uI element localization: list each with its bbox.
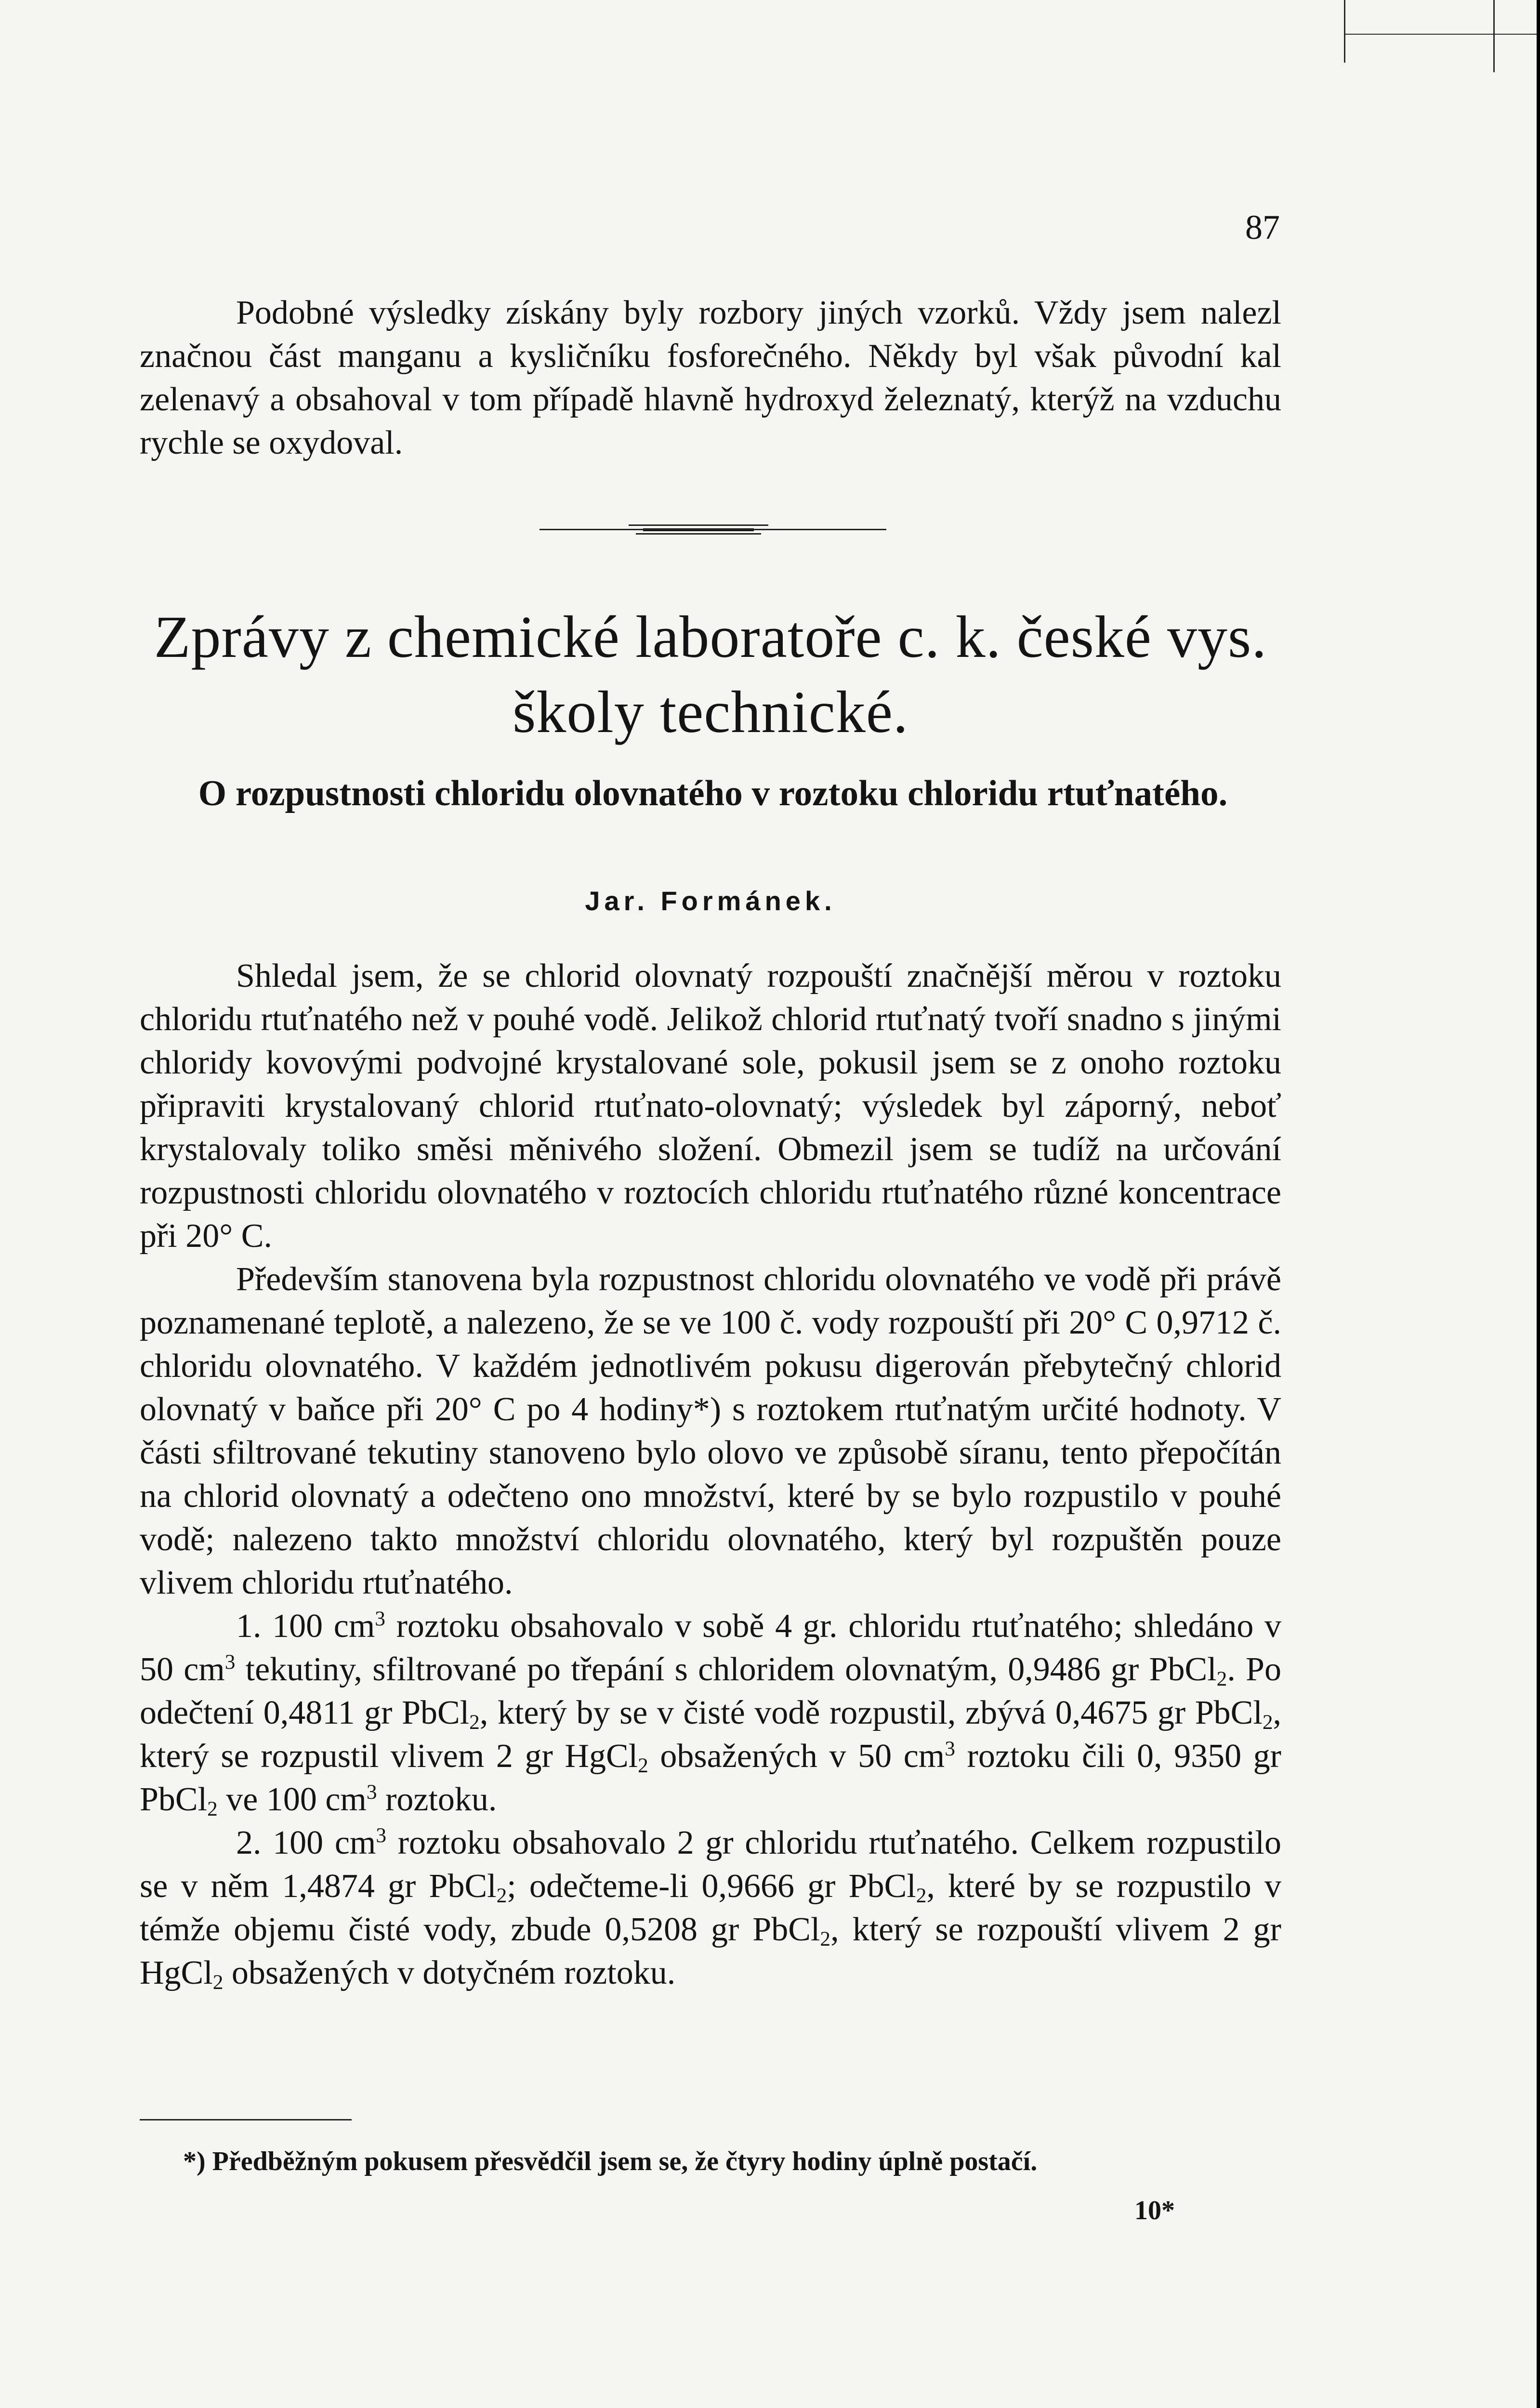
intro-block [140,291,1281,465]
experiment-2-paragraph: 2. 100 $cm^3$ roztoku obsahovalo 2 gr chloridu rtuťnatého. Celkem rozpustilo se v něm 1,4874 gr PbCl$_2$; odečteme-li 0,9666 gr PbCl$_2$, které by se rozpustilo v témže objemu čisté vody, zbude 0,5208 gr PbCl$_2$, který se rozpouští vlivem 2 gr HgCl$_2$ obsažených v dotyčném roztoku. [140,1824,1281,1994]
footnote: *) Předběžným pokusem přesvědčil jsem se, že čtyry hodiny úplně postačí. [183,2146,1038,2176]
signature-mark: 10* [1134,2196,1175,2225]
author-name: Jar. Formánek. [585,886,836,916]
scan-edge-mark [1493,0,1495,72]
intro-paragraph: Podobné výsledky získány byly rozbory jiných vzorků. Vždy jsem nalezl značnou část manganu a kysličníku fosforečného. Někdy byl však původní kal zelenavý a obsahoval v tom případě hlavně hydroxyd železnatý, kterýž na vzduchu rychle se oxydoval. [140,294,1281,461]
body-paragraph: Především stanovena byla rozpustnost chloridu olovnatého ve vodě při právě poznamenané teplotě, a nalezeno, že se ve 100 č. vody rozpouští při 20° C 0,9712 č. chloridu olovnatého. V každém jednotlivém pokusu digerován přebytečný chlorid olovnatý v baňce při 20° C po 4 hodiny*) s roztokem rtuťnatým určité hodnoty. V části sfiltrované tekutiny stanoveno bylo olovo ve způsobě síranu, tento přepočítán na chlorid olovnatý a odečteno ono množství, které by se bylo rozpustilo v pouhé vodě; nalezeno takto množství chloridu olovnatého, který byl rozpuštěn pouze vlivem chloridu rtuťnatého. [140,1261,1281,1601]
body-paragraph: Shledal jsem, že se chlorid olovnatý rozpouští značnější měrou v roztoku chloridu rtuťnatého než v pouhé vodě. Jelikož chlorid rtuťnatý tvoří snadno s jinými chloridy kovovými podvojné krystalované sole, pokusil jsem se z onoho roztoku připraviti krystalovaný chlorid rtuťnato-olovnatý; výsledek byl záporný, neboť krystalovaly toliko směsi měnivého složení. Obmezil jsem se tudíž na určování rozpustnosti chloridu olovnatého v roztocích chloridu rtuťnatého různé koncentrace při 20° C. [140,957,1281,1255]
scan-edge-mark [1344,34,1537,35]
page-number: 87 [1245,208,1280,247]
scan-edge-mark [1344,0,1345,63]
experiment-1-paragraph: 1. 100 $cm^3$ roztoku obsahovalo v sobě 4 gr. chloridu rtuťnatého; shledáno v 50 $cm^3$ tekutiny, sfiltrované po třepání s chloridem olovnatým, 0,9486 gr PbCl$_2$. Po odečtení 0,4811 gr PbCl$_2$, který by se v čisté vodě rozpustil, zbývá 0,4675 gr PbCl$_2$, který se rozpustil vlivem 2 gr HgCl$_2$ obsažených v 50 $cm^3$ roztoku čili 0, 9350 gr PbCl$_2$ ve 100 $cm^3$ roztoku. [140,1607,1282,1820]
section-separator [540,523,886,536]
section-heading: Zprávy z chemické laboratoře c. k. české vys. školy technické. [154,604,1267,745]
article-body [140,955,1281,1995]
article-title: O rozpustnosti chloridu olovnatého v roztoku chloridu rtuťnatého. [198,773,1228,813]
footnote-rule [140,2119,352,2120]
